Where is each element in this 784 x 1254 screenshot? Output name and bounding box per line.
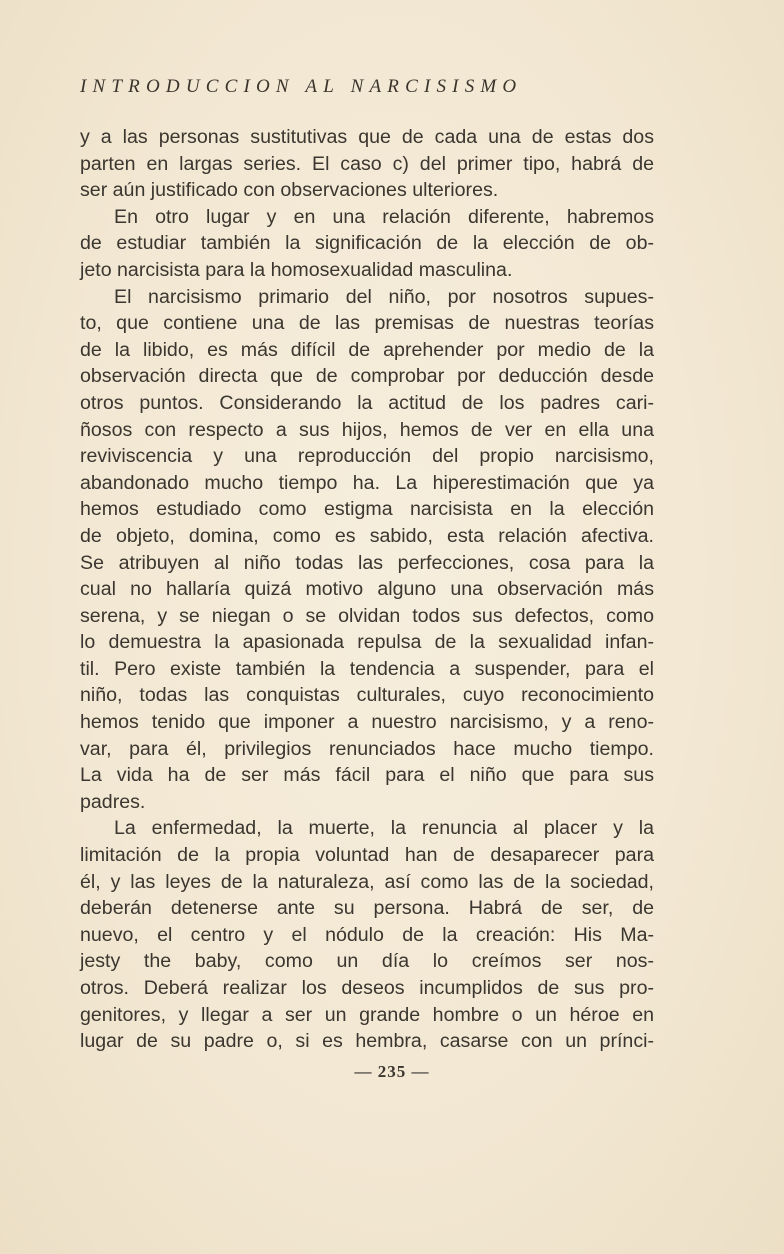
text-line: reviviscencia y una reproducción del propio narcisismo, — [80, 445, 654, 468]
text-line: to, que contiene una de las premisas de nuestras teorías — [80, 312, 654, 335]
text-line: jeto narcisista para la homosexualidad masculina. — [80, 258, 513, 281]
text-line: La vida ha de ser más fácil para el niño que para sus — [80, 764, 654, 787]
text-line: otros puntos. Considerando la actitud de los padres cari- — [80, 391, 654, 414]
running-head: INTRODUCCION AL NARCISISMO — [80, 76, 523, 97]
text-line: El narcisismo primario del niño, por nosotros supues- — [114, 285, 654, 308]
text-line: él, y las leyes de la naturaleza, así como las de la sociedad, — [80, 870, 654, 893]
text-line: padres. — [80, 790, 146, 813]
text-line: En otro lugar y en una relación diferente, habremos — [114, 205, 654, 228]
paragraph — [80, 204, 654, 284]
text-line: genitores, y llegar a ser un grande hombre o un héroe en — [80, 1003, 654, 1026]
text-line: hemos tenido que imponer a nuestro narcisismo, y a reno- — [80, 711, 654, 734]
text-line: limitación de la propia voluntad han de desaparecer para — [80, 844, 654, 867]
text-line: y a las personas sustitutivas que de cada una de estas dos — [80, 126, 654, 148]
text-line: parten en largas series. El caso c) del primer tipo, habrá de — [80, 152, 654, 175]
paragraph — [80, 124, 654, 204]
page-number: — 235 — — [354, 1062, 430, 1081]
text-line: ser aún justificado con observaciones ulteriores. — [80, 179, 499, 202]
text-line: de la libido, es más difícil de aprehender por medio de la — [80, 338, 654, 361]
body-text — [80, 124, 654, 1055]
text-line: La enfermedad, la muerte, la renuncia al placer y la — [114, 817, 654, 840]
text-line: deberán detenerse ante su persona. Habrá de ser, de — [80, 897, 654, 920]
paragraph — [80, 815, 654, 1054]
text-line: Se atribuyen al niño todas las perfecciones, cosa para la — [80, 551, 654, 574]
text-line: var, para él, privilegios renunciados hace mucho tiempo. — [80, 737, 654, 760]
text-line: ñosos con respecto a sus hijos, hemos de ver en ella una — [80, 418, 654, 441]
text-line: lo demuestra la apasionada repulsa de la sexualidad infan- — [80, 631, 654, 654]
paragraph — [80, 284, 654, 816]
text-line: lugar de su padre o, si es hembra, casarse con un prínci- — [80, 1030, 654, 1053]
text-line: hemos estudiado como estigma narcisista en la elección — [80, 498, 654, 521]
text-line: til. Pero existe también la tendencia a suspender, para el — [80, 657, 654, 680]
text-line: de estudiar también la significación de la elección de ob- — [80, 232, 654, 255]
text-line: jesty the baby, como un día lo creímos ser nos- — [80, 950, 654, 973]
text-line: serena, y se niegan o se olvidan todos sus defectos, como — [80, 604, 654, 627]
text-line: nuevo, el centro y el nódulo de la creación: His Ma- — [80, 923, 654, 946]
text-line: cual no hallaría quizá motivo alguno una observación más — [80, 578, 654, 601]
text-line: otros. Deberá realizar los deseos incumplidos de sus pro- — [80, 977, 654, 999]
text-line: abandonado mucho tiempo ha. La hiperestimación que ya — [80, 471, 654, 494]
text-line: de objeto, domina, como es sabido, esta relación afectiva. — [80, 524, 654, 547]
text-line: observación directa que de comprobar por deducción desde — [80, 365, 654, 388]
text-line: niño, todas las conquistas culturales, cuyo reconocimiento — [80, 684, 654, 707]
